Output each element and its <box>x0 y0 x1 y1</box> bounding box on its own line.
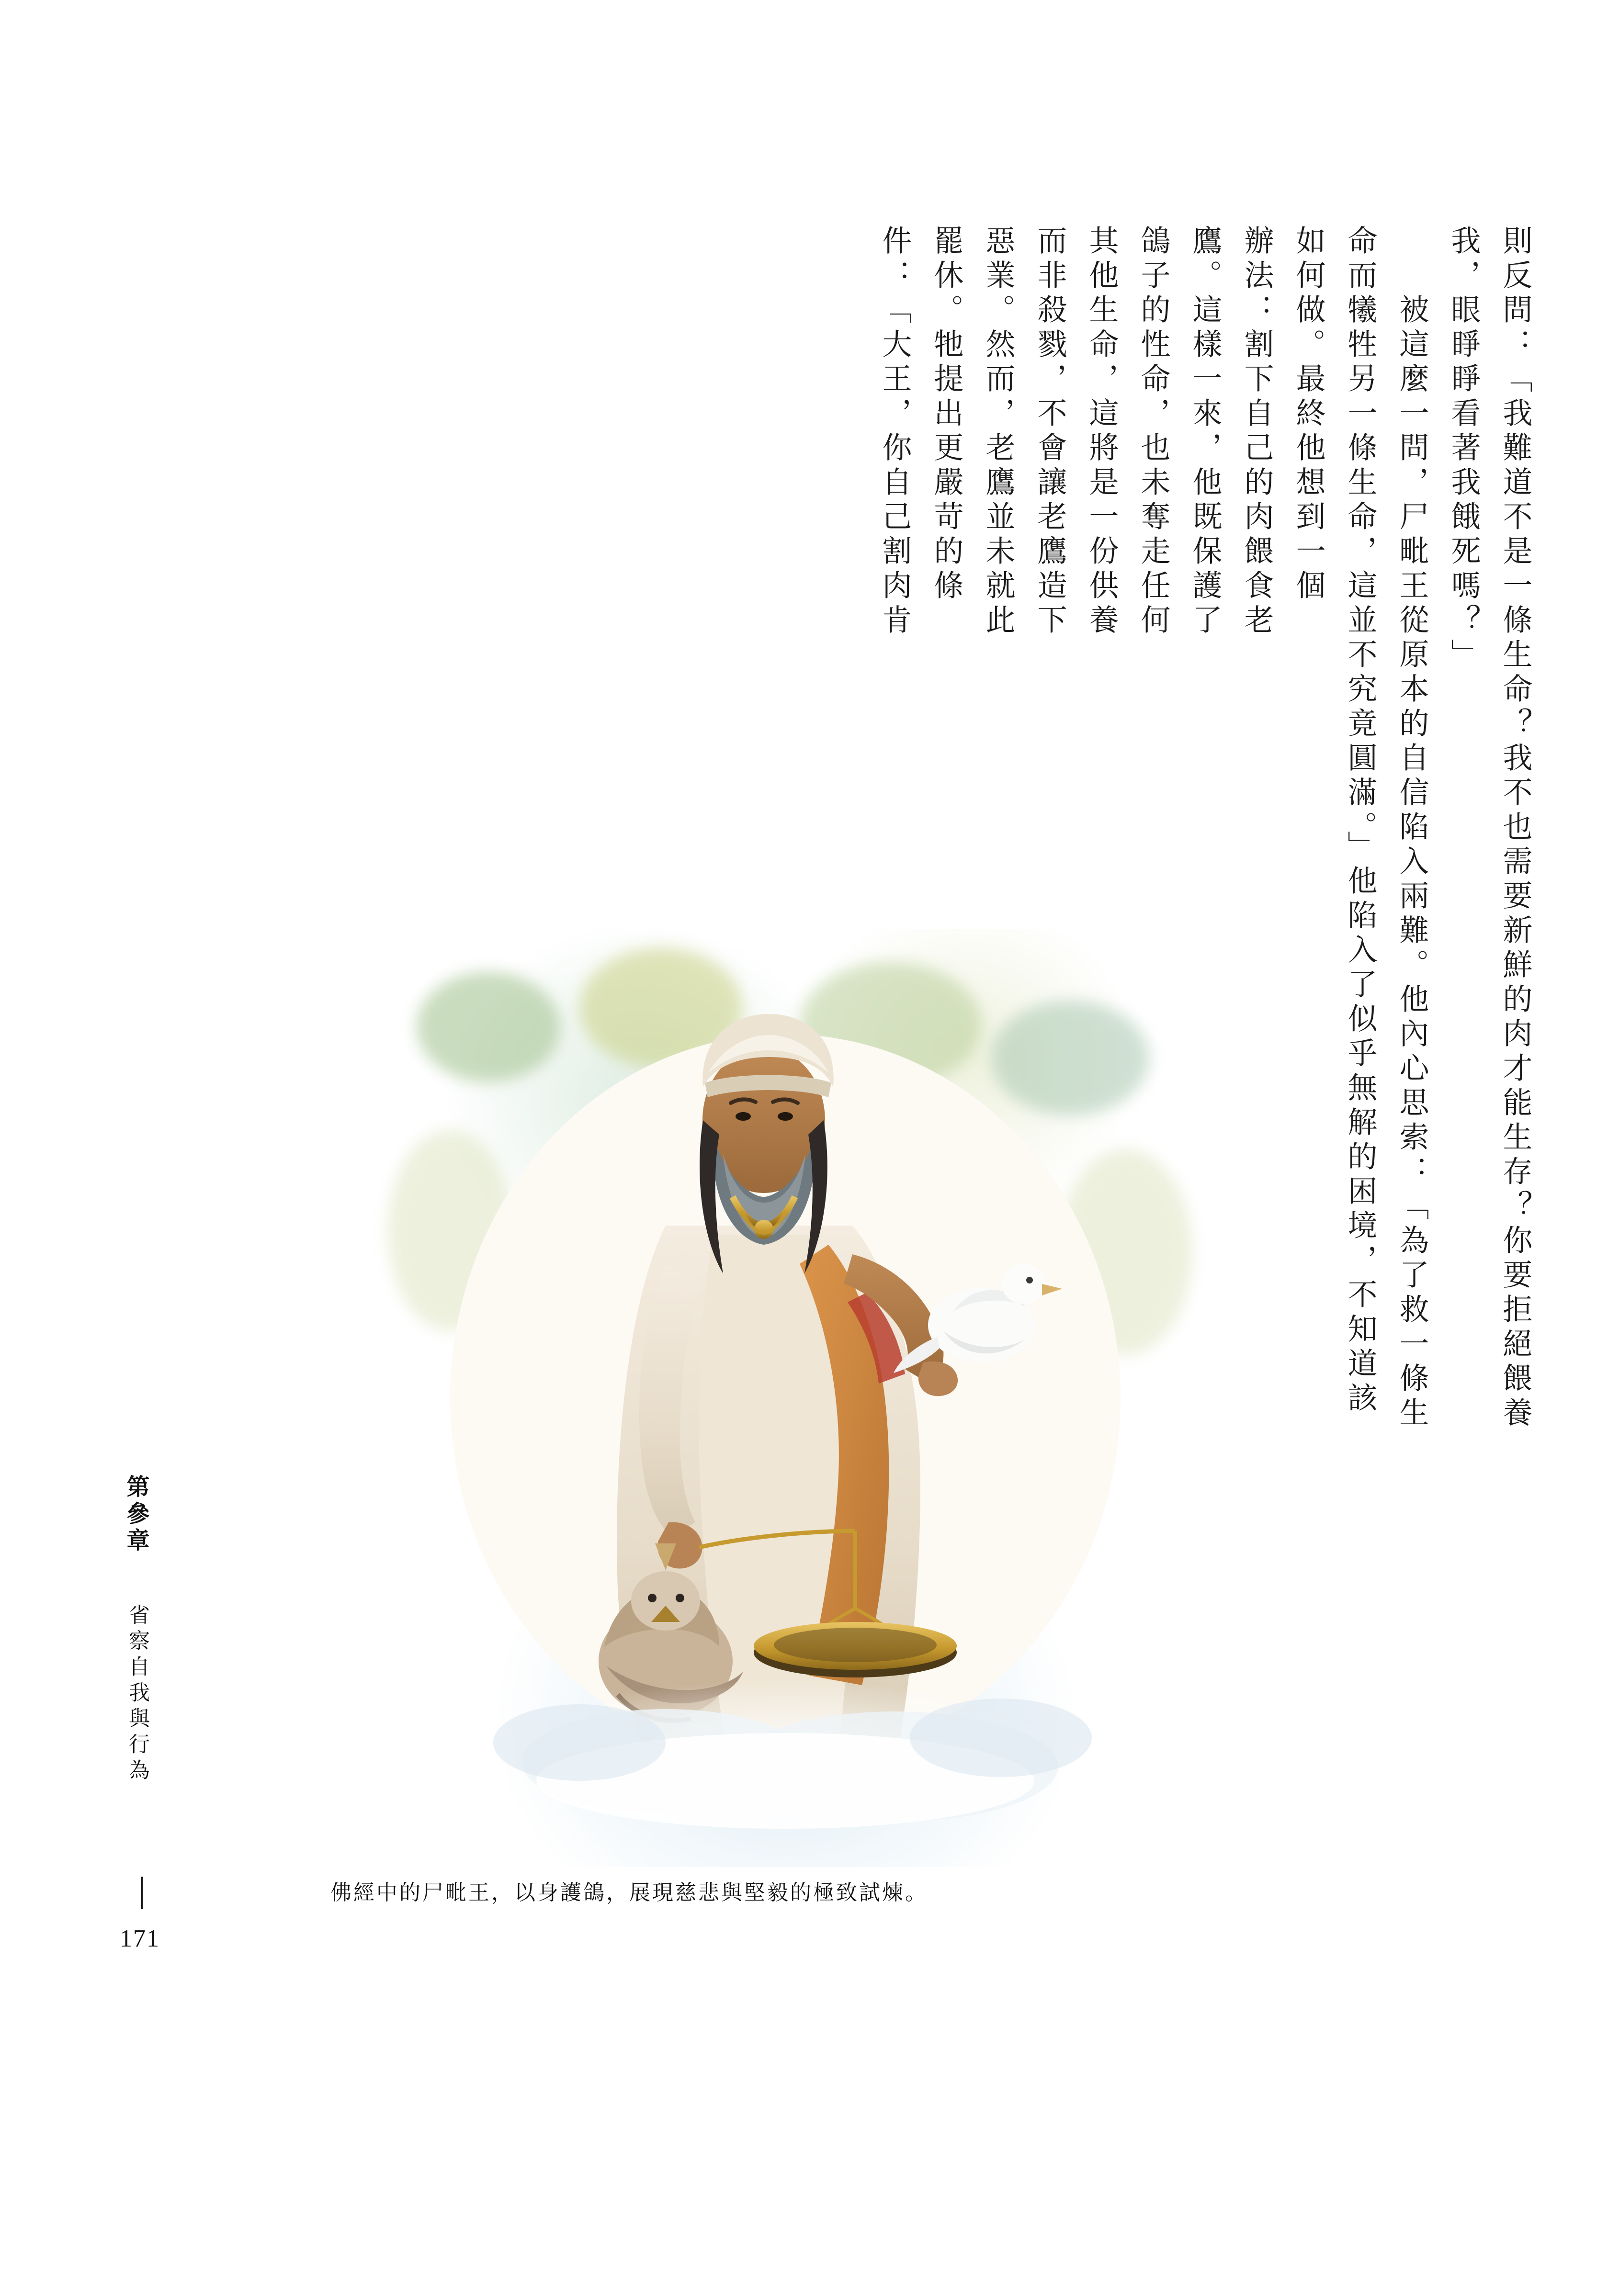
page-number: 171 <box>120 1925 160 1952</box>
text-column: 命而犧牲另一條生命，這並不究竟圓滿。」他陷入了似乎無解的困境，不知道該 <box>1343 225 1378 1417</box>
text-column: 鷹。這樣一來，他既保護了 <box>1188 225 1223 639</box>
text-column: 則反問：「我難道不是一條生命？我不也需要新鮮的肉才能生存？你要拒絕餵養 <box>1498 225 1533 1431</box>
text-column: 件：「大王，你自己割肉肯 <box>877 225 912 639</box>
text-column: 被這麼一問，尸毗王從原本的自信陷入兩難。他內心思索：「為了救一條生 <box>1394 225 1429 1431</box>
text-column: 惡業。然而，老鷹並未就此 <box>981 225 1016 639</box>
text-column: 鴿子的性命，也未奪走任何 <box>1136 225 1171 639</box>
figure-caption: 佛經中的尸毗王，以身護鴿，展現慈悲與堅毅的極致試煉。 <box>330 1880 928 1905</box>
text-column: 我，眼睜睜看著我餓死嗎？」 <box>1446 225 1481 673</box>
page-footer <box>120 1474 182 1977</box>
section-label: 省察自我與行為 <box>125 1604 149 1785</box>
text-column: 罷休。牠提出更嚴苛的條 <box>929 225 964 604</box>
chapter-label: 第參章 <box>123 1474 149 1555</box>
footer-rule <box>141 1877 143 1909</box>
king-shibi-illustration <box>330 929 1240 1867</box>
text-column: 如何做。最終他想到一個 <box>1291 225 1326 604</box>
illustration-artwork <box>330 929 1240 1867</box>
text-column: 而非殺戮，不會讓老鷹造下 <box>1032 225 1067 639</box>
text-column: 辦法：割下自己的肉餵食老 <box>1239 225 1274 639</box>
figure <box>330 929 1240 1915</box>
text-column: 其他生命，這將是一份供養 <box>1084 225 1119 639</box>
